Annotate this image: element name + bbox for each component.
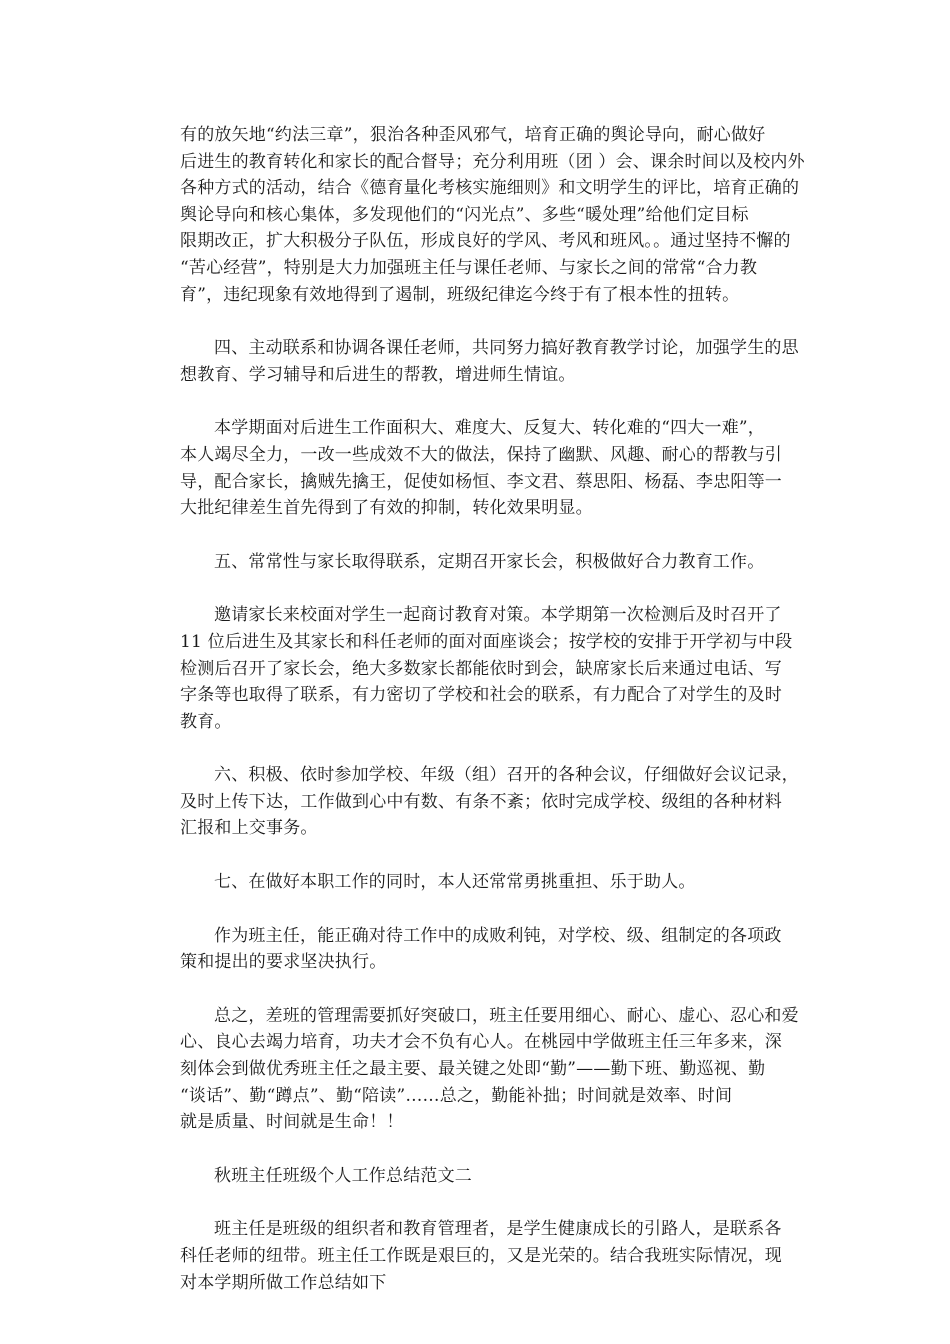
- text-line: 本人竭尽全力，一改一些成效不大的做法，保持了幽默、风趣、耐心的帮教与引: [180, 444, 782, 465]
- text-line: 大批纪律差生首先得到了有效的抑制，转化效果明显。: [180, 498, 593, 519]
- text-line: 班主任是班级的组织者和教育管理者，是学生健康成长的引路人，是联系各: [214, 1219, 782, 1240]
- text-line: 11 位后进生及其家长和科任老师的面对面座谈会；按学校的安排于开学初与中段: [180, 631, 793, 652]
- text-line: 育”，违纪现象有效地得到了遏制，班级纪律迄今终于有了根本性的扭转。: [180, 284, 740, 305]
- section-heading-four: [180, 335, 799, 388]
- text-line: 对本学期所做工作总结如下: [180, 1272, 387, 1293]
- text-line: 六、积极、依时参加学校、年级（组）召开的各种会议，仔细做好会议记录，: [214, 765, 799, 786]
- text-line: 总之，差班的管理需要抓好突破口，班主任要用细心、耐心、虚心、忍心和爱: [214, 1005, 799, 1026]
- text-line: 就是质量、时间就是生命！！: [180, 1112, 404, 1133]
- text-line: 各种方式的活动，结合《德育量化考核实施细则》和文明学生的评比，培育正确的: [180, 178, 800, 199]
- paragraph-parent-meetings: [180, 602, 793, 735]
- text-line: 心、良心去竭力培育，功夫才会不负有心人。在桃园中学做班主任三年多来，深: [180, 1032, 782, 1053]
- text-line: 后进生的教育转化和家长的配合督导；充分利用班（团 ）会、课余时间以及校内外: [180, 151, 805, 172]
- paragraph-struggling-students: [180, 415, 782, 521]
- text-line: 邀请家长来校面对学生一起商讨教育对策。本学期第一次检测后及时召开了: [214, 605, 782, 626]
- text-line: 策和提出的要求坚决执行。: [180, 952, 387, 973]
- text-line: 检测后召开了家长会，绝大多数家长都能依时到会，缺席家长后来通过电话、写: [180, 658, 782, 679]
- paragraph-introduction-two: [180, 1216, 782, 1296]
- section-heading-six: [180, 762, 799, 842]
- text-line: 秋班主任班级个人工作总结范文二: [214, 1165, 472, 1186]
- paragraph-policy-execution: [180, 923, 782, 976]
- text-line: 科任老师的纽带。班主任工作既是艰巨的，又是光荣的。结合我班实际情况，现: [180, 1246, 782, 1266]
- text-line: 想教育、学习辅导和后进生的帮教，增进师生情谊。: [180, 364, 576, 385]
- section-heading-five: [180, 549, 772, 576]
- text-line: 汇报和上交事务。: [180, 818, 318, 839]
- text-line: 限期改正，扩大积极分子队伍，形成良好的学风、考风和班风。。通过坚持不懈的: [180, 231, 791, 252]
- text-line: 教育。: [180, 711, 232, 732]
- paragraph-conclusion: [180, 1003, 799, 1136]
- text-line: 作为班主任，能正确对待工作中的成败利钝，对学校、级、组制定的各项政: [214, 925, 782, 946]
- text-line: 五、常常性与家长取得联系，定期召开家长会，积极做好合力教育工作。: [214, 551, 765, 572]
- text-line: “苦心经营”，特别是大力加强班主任与课任老师、与家长之间的常常“合力教: [180, 257, 758, 278]
- text-line: 舆论导向和核心集体，多发现他们的“闪光点”、多些“暖处理”给他们定目标: [180, 204, 749, 225]
- text-line: 七、在做好本职工作的同时，本人还常常勇挑重担、乐于助人。: [214, 872, 696, 893]
- text-line: 导，配合家长，擒贼先擒王，促使如杨恒、李文君、蔡思阳、杨磊、李忠阳等一: [180, 471, 782, 492]
- paragraph-discipline-management: [180, 122, 805, 308]
- text-line: 四、主动联系和协调各课任老师，共同努力搞好教育教学讨论，加强学生的思: [214, 338, 799, 359]
- text-line: 及时上传下达，工作做到心中有数、有条不紊；依时完成学校、级组的各种材料: [180, 791, 782, 812]
- document-body: [180, 122, 805, 1323]
- text-line: 字条等也取得了联系，有力密切了学校和社会的联系，有力配合了对学生的及时: [180, 685, 782, 706]
- section-heading-seven: [180, 869, 772, 896]
- text-line: 本学期面对后进生工作面积大、难度大、反复大、转化难的“四大一难”，: [214, 418, 765, 439]
- text-line: “谈话”、勤“蹲点”、勤“陪读”……总之，勤能补拙；时间就是效率、时间: [180, 1085, 733, 1106]
- article-subtitle: [180, 1163, 772, 1190]
- text-line: 刻体会到做优秀班主任之最主要、最关键之处即“勤”——勤下班、勤巡视、勤: [180, 1059, 766, 1080]
- text-line: 有的放矢地“约法三章”，狠治各种歪风邪气，培育正确的舆论导向，耐心做好: [180, 125, 766, 145]
